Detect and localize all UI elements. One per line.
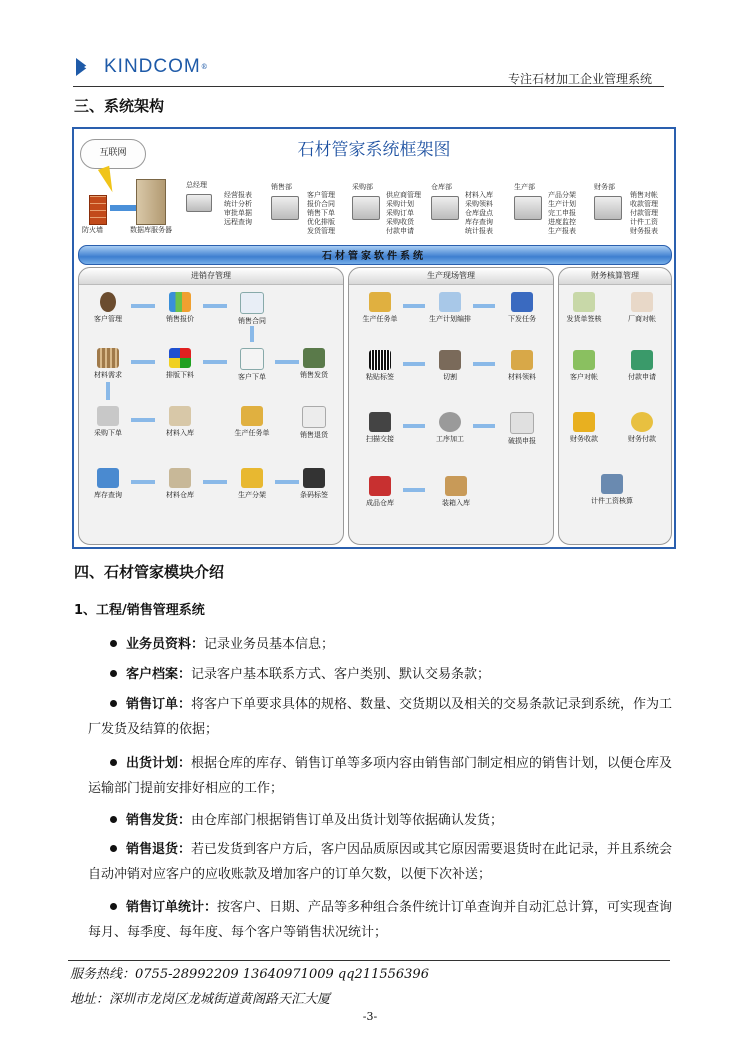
cart-icon (241, 468, 263, 488)
page-number: -3- (362, 1010, 378, 1023)
bullet-text: 将客户下单要求具体的规格、数量、交货期以及相关的交易条款记录到系统，作为工厂发货及结算的依据； (88, 697, 673, 737)
flow-arrow (203, 480, 227, 484)
panel-production-floor (348, 267, 554, 545)
flow-arrow (403, 304, 425, 308)
architecture-diagram (72, 127, 676, 549)
node-label: 成品仓库 (366, 499, 394, 507)
node-label: 计件工资核算 (591, 497, 633, 505)
factory-icon (631, 292, 653, 312)
node-material-inbound (157, 406, 203, 438)
dept-general-manager (186, 181, 212, 212)
node-process-machining (427, 412, 473, 444)
node-label: 生产分架 (238, 491, 266, 499)
header-divider (73, 86, 664, 87)
laptop-icon (186, 194, 212, 212)
flow-arrow (203, 304, 227, 308)
dept-name: 销售部 (271, 183, 292, 191)
coins-clock-icon (631, 412, 653, 432)
panel-title: 生产现场管理 (349, 268, 553, 285)
node-cutting (427, 350, 473, 382)
bullet-text: 若已发货到客户方后，客户因品质原因或其它原因需要退货时在此记录，并且系统会自动冲销对应客户的应收账款及增加客户的订单欠数，以便下次补送； (88, 842, 673, 882)
gears-box-icon (369, 292, 391, 312)
workers-icon (511, 292, 533, 312)
node-finance-receipt (561, 412, 607, 444)
node-finance-payment (619, 412, 665, 444)
node-label: 销售报价 (166, 315, 194, 323)
dept-sales (271, 183, 299, 220)
node-label: 客户对帐 (570, 373, 598, 381)
node-label: 生产计划编排 (429, 315, 471, 323)
bullet-dot-icon (110, 903, 117, 910)
logo-mark-icon (76, 58, 100, 76)
node-production-planning (427, 292, 473, 324)
dept-functions: 供应商管理 采购计划 采购订单 采购收货 付款申请 (386, 191, 421, 235)
node-sales-contract (229, 292, 275, 326)
flow-arrow (473, 424, 495, 428)
dept-functions: 经营报表 统计分析 审批单据 远程查询 (224, 191, 252, 226)
flow-arrow (403, 488, 425, 492)
node-label: 发货单签核 (566, 315, 602, 323)
dept-purchasing (352, 183, 380, 220)
node-label: 材料领料 (508, 373, 536, 381)
node-paste-label (357, 350, 403, 382)
flow-arrow (203, 360, 227, 364)
panel-sales-inventory (78, 267, 344, 545)
header-tagline: 专注石材加工企业管理系统 (507, 72, 652, 86)
node-production-task (229, 406, 275, 438)
house-icon (369, 476, 391, 496)
footer-hotline: 服务热线：0755-28992209 13640971009 qq211556396 (70, 967, 429, 982)
person-money-icon (631, 350, 653, 370)
node-stock-query (85, 468, 131, 500)
bar-chart-icon (169, 292, 191, 312)
material-stack-icon (97, 348, 119, 368)
node-label: 销售退货 (300, 431, 328, 439)
label-printer-icon (303, 468, 325, 488)
planning-icon (439, 292, 461, 312)
bullet-text: 记录业务员基本信息； (204, 637, 335, 652)
node-label: 生产任务单 (362, 315, 398, 323)
node-label: 扫描交接 (366, 435, 394, 443)
node-label: 材料入库 (166, 429, 194, 437)
binders-icon (573, 350, 595, 370)
node-material-demand (85, 348, 131, 380)
computer-icon (431, 196, 459, 220)
panel-title: 财务核算管理 (559, 268, 671, 285)
node-label: 销售发货 (300, 371, 328, 379)
truck-icon (303, 348, 325, 368)
dept-warehouse (431, 183, 459, 220)
node-delivery-approval (561, 292, 607, 324)
computer-icon (514, 196, 542, 220)
bullet-text: 由仓库部门根据销售订单及出货计划等依据确认发货； (191, 813, 504, 828)
node-payment-request (619, 350, 665, 382)
firewall-label: 防火墙 (82, 226, 103, 234)
flow-arrow (403, 424, 425, 428)
flow-arrow (131, 360, 155, 364)
node-label: 装箱入库 (442, 499, 470, 507)
flow-arrow (131, 418, 155, 422)
bullet-term: 销售退货： (126, 842, 192, 857)
flow-arrow (131, 304, 155, 308)
node-label: 客户下单 (238, 373, 266, 381)
treasure-chest-icon (573, 412, 595, 432)
bullet-term: 销售订单统计： (126, 900, 218, 915)
node-label: 切割 (443, 373, 457, 381)
node-label: 破损申报 (508, 437, 536, 445)
gears-box-icon (241, 406, 263, 426)
dept-name: 采购部 (352, 183, 373, 191)
firewall-icon (89, 195, 107, 225)
node-vendor-reconcile (619, 292, 665, 324)
spreadsheet-icon (240, 348, 264, 370)
color-grid-icon (169, 348, 191, 368)
truck-arrow-icon (97, 406, 119, 426)
node-sales-quote (157, 292, 203, 324)
flow-arrow (250, 326, 254, 342)
node-label: 采购下单 (94, 429, 122, 437)
node-label: 排版下料 (166, 371, 194, 379)
bullet-item (88, 837, 682, 887)
node-purchase-order (85, 406, 131, 438)
bullet-text: 按客户、日期、产品等多种组合条件统计订单查询并自动汇总计算，可实现查询每月、每季度、每年度、每个客户等销售状况统计； (88, 900, 673, 940)
flow-arrow (473, 362, 495, 366)
software-bus-label: 石材管家软件系统 (322, 251, 426, 262)
node-dispatch-task (499, 292, 545, 324)
monitor-icon (97, 468, 119, 488)
bullet-dot-icon (110, 816, 117, 823)
subsection-1-title: 1、工程/销售管理系统 (74, 603, 205, 618)
dept-finance (594, 183, 622, 220)
computer-icon (352, 196, 380, 220)
dept-name: 总经理 (186, 181, 207, 189)
node-barcode-label (291, 468, 337, 500)
node-finished-warehouse (357, 476, 403, 508)
bullet-item (88, 662, 682, 687)
node-packing-inbound (433, 476, 479, 508)
bullet-term: 销售发货： (126, 813, 192, 828)
people-money-icon (601, 474, 623, 494)
bullet-term: 销售订单： (126, 697, 192, 712)
warehouse-house-icon (169, 406, 191, 426)
bullet-dot-icon (110, 845, 117, 852)
dept-functions: 产品分架 生产计划 完工申报 进度监控 生产报表 (548, 191, 576, 235)
node-label: 付款申请 (628, 373, 656, 381)
bullet-item (88, 808, 682, 833)
dept-name: 财务部 (594, 183, 615, 191)
node-label: 财务付款 (628, 435, 656, 443)
node-label: 材料仓库 (166, 491, 194, 499)
dept-functions: 销售对帐 收款管理 付款管理 计件工资 财务报表 (630, 191, 658, 235)
bullet-term: 业务员资料： (126, 637, 205, 652)
node-piecework-wages (589, 474, 635, 506)
bullet-item (88, 692, 682, 742)
node-label: 财务收款 (570, 435, 598, 443)
bullet-dot-icon (110, 640, 117, 647)
bullet-item (88, 751, 682, 801)
node-production-shelving (229, 468, 275, 500)
section-4-title: 四、石材管家模块介绍 (74, 563, 225, 581)
bullet-term: 出货计划： (126, 756, 192, 771)
panel-finance (558, 267, 672, 545)
scanner-icon (369, 412, 391, 432)
node-label: 工序加工 (436, 435, 464, 443)
bullet-term: 客户档案： (126, 667, 192, 682)
bullet-item (88, 632, 682, 657)
document-stack-icon (573, 292, 595, 312)
database-server-icon (136, 179, 166, 225)
diagram-title: 石材管家系统框架图 (297, 140, 451, 160)
bullet-dot-icon (110, 700, 117, 707)
node-damage-report (499, 412, 545, 446)
connection-arrow-icon (110, 205, 136, 211)
panel-title: 进销存管理 (79, 268, 343, 285)
dept-name: 仓库部 (431, 183, 452, 191)
dept-production (514, 183, 542, 220)
flow-arrow (131, 480, 155, 484)
person-icon (100, 292, 116, 312)
node-label: 库存查询 (94, 491, 122, 499)
house-icon (169, 468, 191, 488)
node-label: 厂商对帐 (628, 315, 656, 323)
dept-name: 生产部 (514, 183, 535, 191)
node-label: 粘贴标签 (366, 373, 394, 381)
lightning-icon (98, 166, 118, 195)
flow-arrow (473, 304, 495, 308)
document-pen-icon (240, 292, 264, 314)
node-material-requisition (499, 350, 545, 382)
node-label: 销售合同 (238, 317, 266, 325)
node-production-task (357, 292, 403, 324)
node-customer-reconcile (561, 350, 607, 382)
bullet-item (88, 895, 682, 945)
gears-icon (439, 412, 461, 432)
flow-arrow (403, 362, 425, 366)
cutting-machine-icon (439, 350, 461, 370)
registered-mark: ® (200, 63, 208, 71)
footer-address: 地址：深圳市龙岗区龙城街道黄阁路天汇大厦 (70, 992, 331, 1007)
computer-icon (271, 196, 299, 220)
tools-icon (510, 412, 534, 434)
node-label: 生产任务单 (234, 429, 270, 437)
footer-divider (68, 960, 670, 961)
computer-icon (594, 196, 622, 220)
node-label: 条码标签 (300, 491, 328, 499)
bullet-text: 记录客户基本联系方式、客户类别、默认交易条款； (191, 667, 491, 682)
node-sales-return (291, 406, 337, 440)
node-scan-handover (357, 412, 403, 444)
barcode-icon (369, 350, 391, 370)
node-customer-order (229, 348, 275, 382)
node-layout-cutting (157, 348, 203, 380)
server-label: 数据库服务器 (130, 226, 172, 234)
internet-cloud: 互联网 (80, 139, 146, 169)
node-label: 下发任务 (508, 315, 536, 323)
flow-arrow (106, 382, 110, 400)
boxes-icon (511, 350, 533, 370)
box-icon (445, 476, 467, 496)
dept-functions: 材料入库 采购领料 仓库盘点 库存查询 统计报表 (465, 191, 493, 235)
node-label: 材料需求 (94, 371, 122, 379)
company-logo (76, 56, 208, 78)
bullet-text: 根据仓库的库存、销售订单等多项内容由销售部门制定相应的销售计划，以便仓库及运输部门提前安排好相应的工作； (88, 756, 673, 796)
node-material-warehouse (157, 468, 203, 500)
logo-text: KINDCOM (104, 56, 201, 77)
node-customer-mgmt (85, 292, 131, 324)
node-label: 客户管理 (94, 315, 122, 323)
bullet-dot-icon (110, 670, 117, 677)
section-3-title: 三、系统架构 (74, 97, 165, 115)
return-form-icon (302, 406, 326, 428)
dept-functions: 客户管理 报价合同 销售下单 优化排版 发货管理 (307, 191, 335, 235)
node-sales-delivery (291, 348, 337, 380)
bullet-dot-icon (110, 759, 117, 766)
